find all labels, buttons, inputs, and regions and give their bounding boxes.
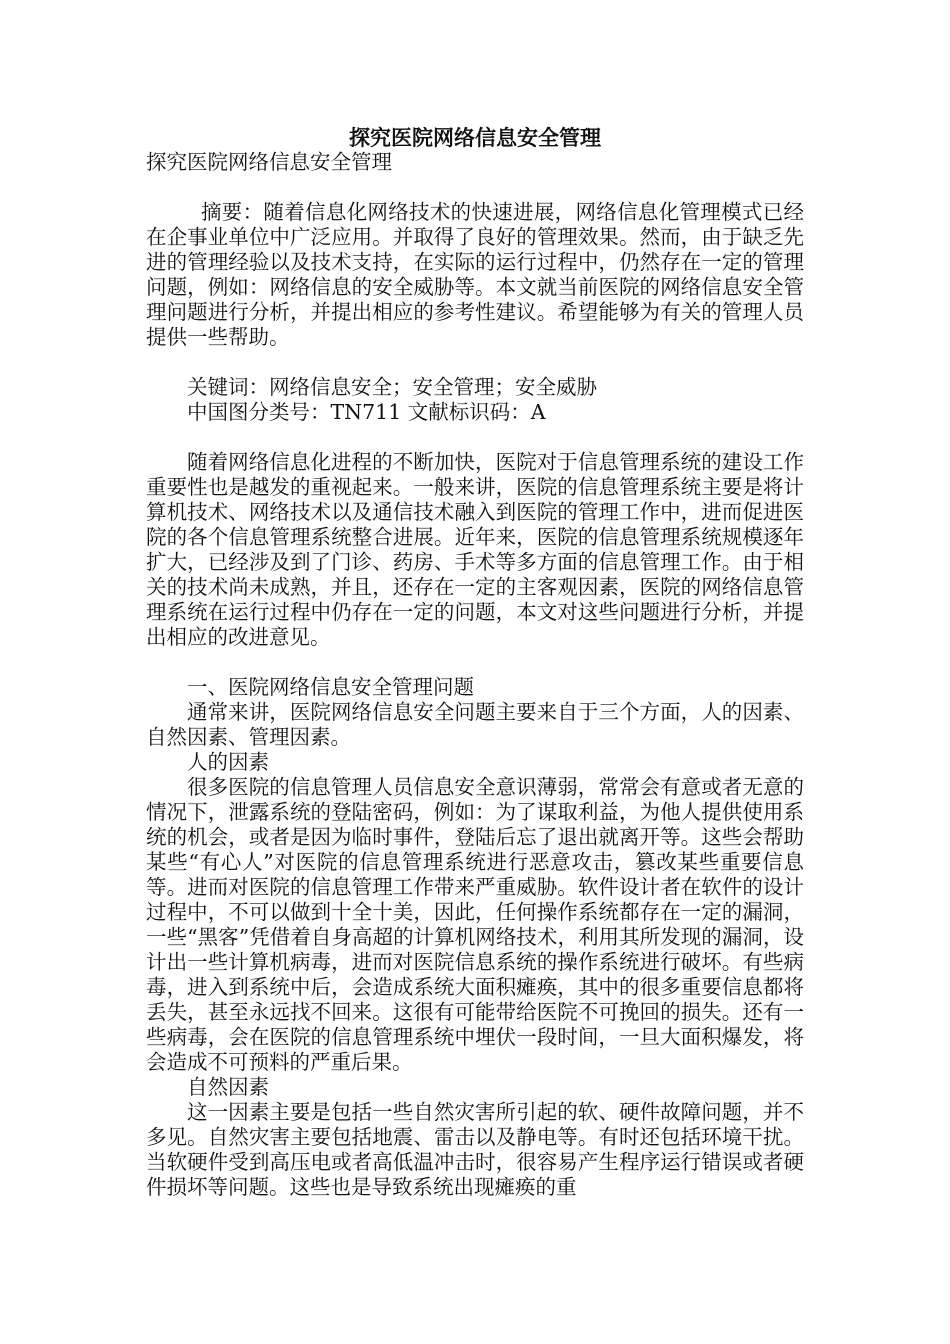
intro-paragraph: 随着网络信息化进程的不断加快，医院对于信息管理系统的建设工作重要性也是越发的重视起来。一般来讲，医院的信息管理系统主要是将计算机技术、网络技术以及通信技术融入到医院的管理工作中，进而促进医院的各个信息管理系统整合进展。近年来，医院的信息管理系统规模逐年扩大，已经涉及到了门诊、药房、手术等多方面的信息管理工作。由于相关的技术尚未成熟，并且，还存在一定的主客观因素，医院的网络信息管理系统在运行过程中仍存在一定的问题，本文对这些问题进行分析，并提出相应的改进意见。 [146,450,804,649]
subsection-heading-human: 人的因素 [187,750,269,774]
section-intro-paragraph: 通常来讲，医院网络信息安全问题主要来自于三个方面，人的因素、自然因素、管理因素。 [146,700,804,749]
section-heading: 一、医院网络信息安全管理问题 [187,675,474,699]
human-factor-paragraph: 很多医院的信息管理人员信息安全意识薄弱，常常会有意或者无意的情况下，泄露系统的登陆密码，例如：为了谋取利益，为他人提供使用系统的机会，或者是因为临时事件，登陆后忘了退出就离开等。这些会帮助某些“有心人”对医院的信息管理系统进行恶意攻击，篡改某些重要信息等。进而对医院的信息管理工作带来严重威胁。软件设计者在软件的设计过程中，不可以做到十全十美，因此，任何操作系统都存在一定的漏洞，一些“黑客”凭借着自身高超的计算机网络技术，利用其所发现的漏洞，设计出一些计算机病毒，进而对医院信息系统的操作系统进行破坏。有些病毒，进入到系统中后，会造成系统大面积瘫痪，其中的很多重要信息都将丢失，甚至永远找不回来。这很有可能带给医院不可挽回的损失。还有一些病毒，会在医院的信息管理系统中埋伏一段时间，一旦大面积爆发，将会造成不可预料的严重后果。 [146,775,804,1074]
document-subtitle: 探究医院网络信息安全管理 [146,150,392,174]
document-title: 探究医院网络信息安全管理 [349,125,601,150]
keywords-line: 关键词：网络信息安全；安全管理；安全威胁 [187,375,597,399]
abstract-paragraph: 摘要：随着信息化网络技术的快速进展，网络信息化管理模式已经在企事业单位中广泛应用。并取得了良好的管理效果。然而，由于缺乏先进的管理经验以及技术支持，在实际的运行过程中，仍然存在一定的管理问题，例如：网络信息的安全威胁等。本文就当前医院的网络信息安全管理问题进行分析，并提出相应的参考性建议。希望能够为有关的管理人员提供一些帮助。 [146,200,804,349]
classification-line: 中国图分类号：TN711 文献标识码：A [187,400,546,424]
natural-factor-paragraph: 这一因素主要是包括一些自然灾害所引起的软、硬件故障问题，并不多见。自然灾害主要包括地震、雷击以及静电等。有时还包括环境干扰。当软硬件受到高压电或者高低温冲击时，很容易产生程序运行错误或者硬件损坏等问题。这些也是导致系统出现瘫痪的重 [146,1100,804,1199]
document-body [146,150,804,1200]
subsection-heading-natural: 自然因素 [187,1075,269,1099]
